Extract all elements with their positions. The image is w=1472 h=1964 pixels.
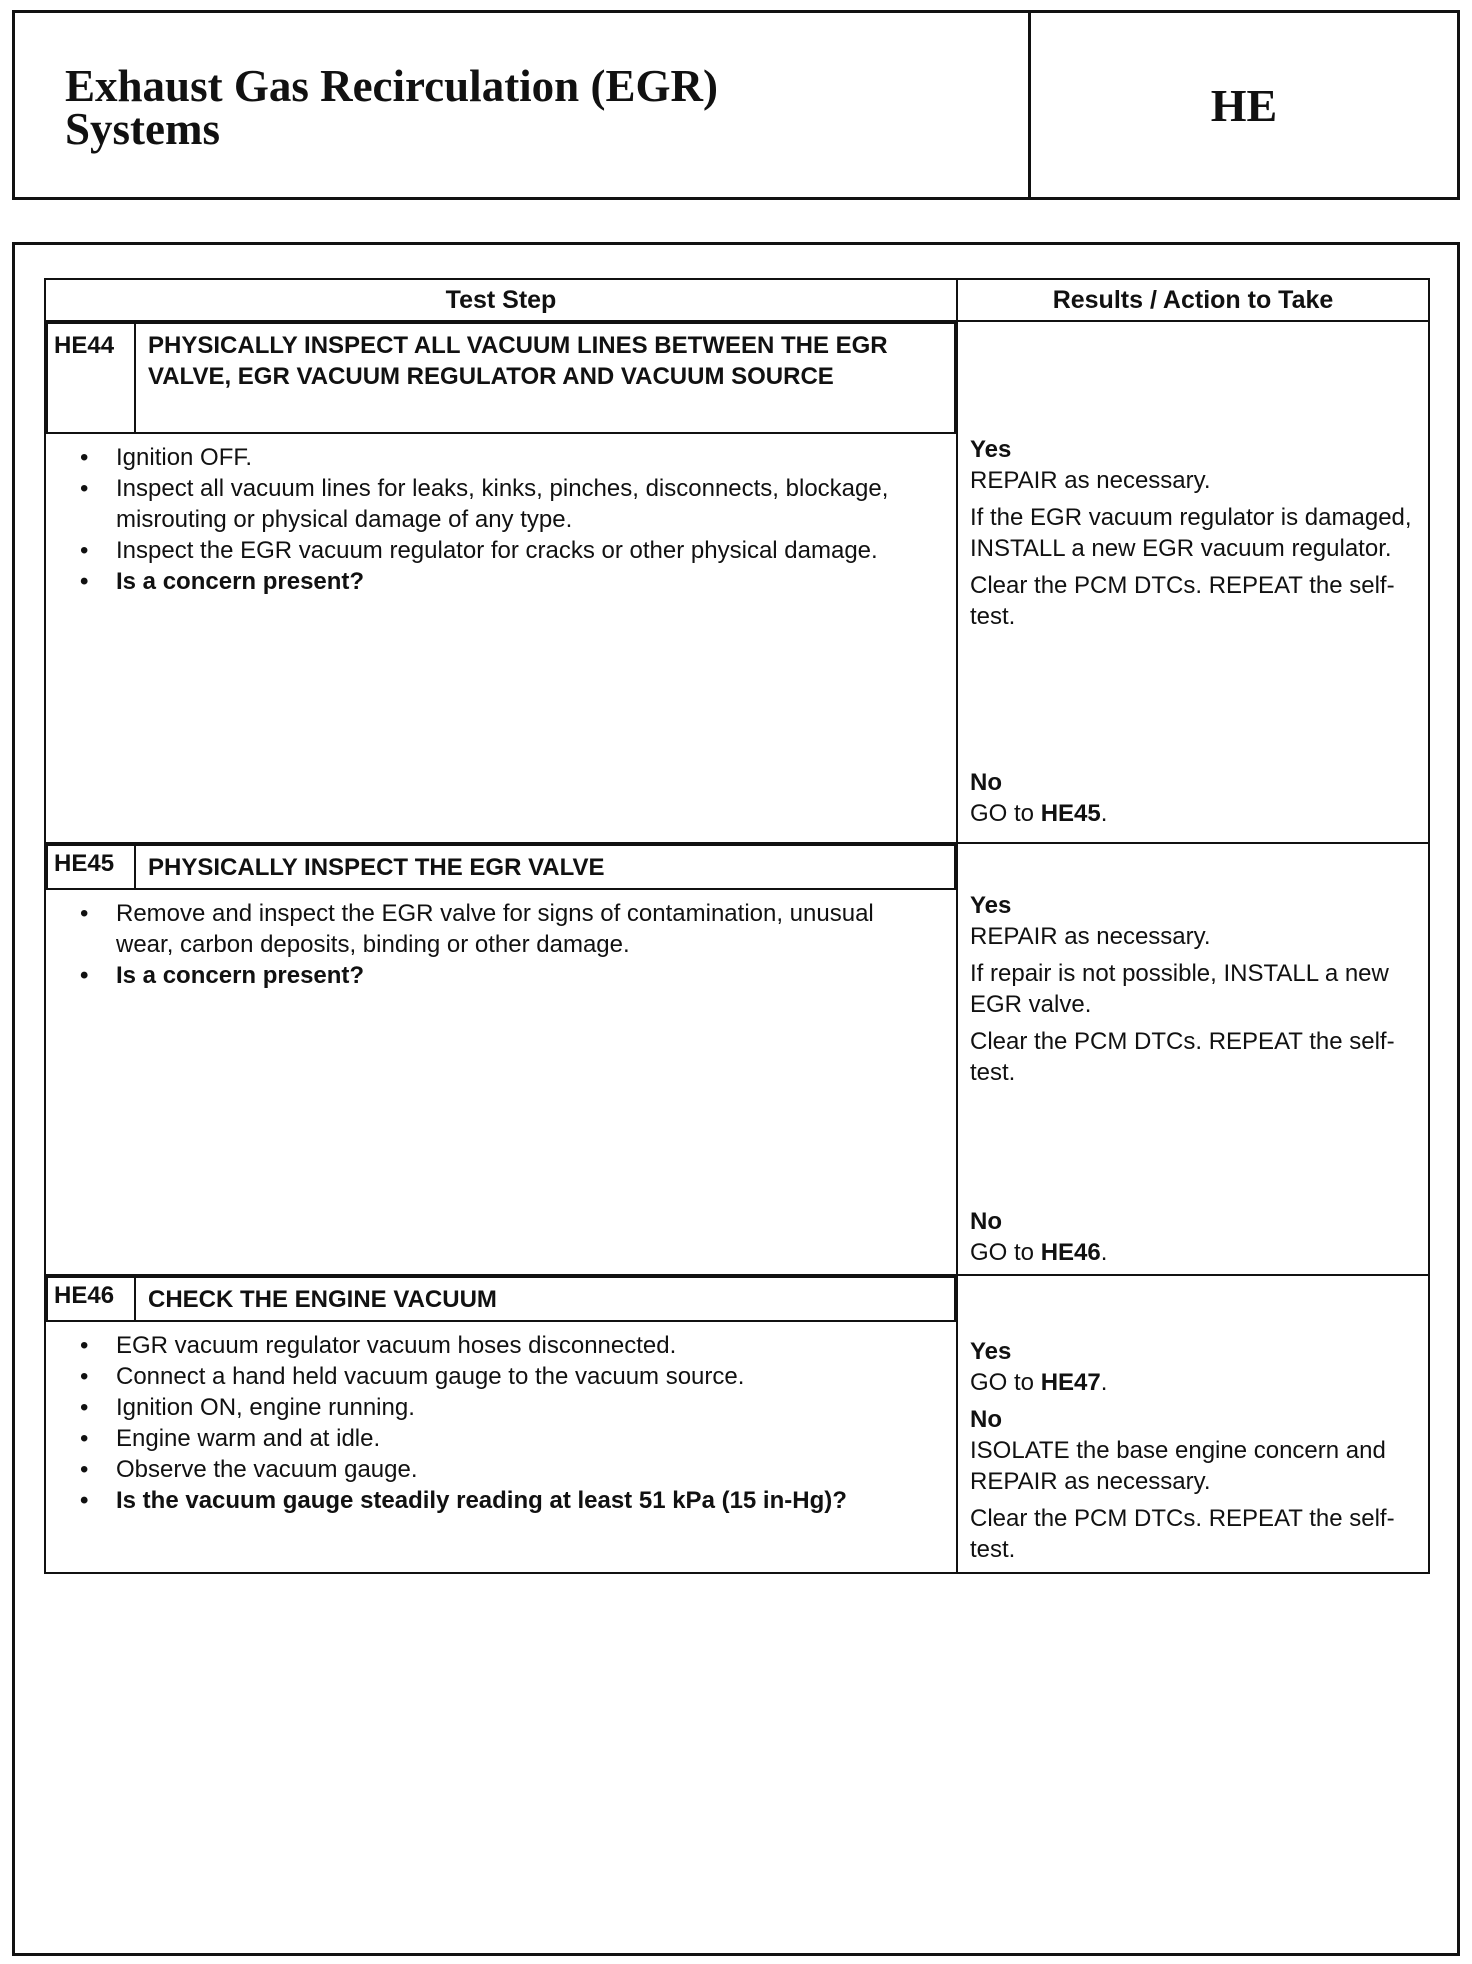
bullet-item: • Remove and inspect the EGR valve for signs of contamination, unusual wear, carbon deposits, binding or other damage. — [116, 898, 936, 960]
bullet-item: • Engine warm and at idle. — [116, 1423, 936, 1454]
step-cell — [45, 321, 957, 843]
bullet-item: • Inspect the EGR vacuum regulator for cracks or other physical damage. — [116, 535, 936, 566]
step-row-he45 — [45, 843, 1429, 1275]
step-row-he44 — [45, 321, 1429, 843]
yes-action: If the EGR vacuum regulator is damaged, INSTALL a new EGR vacuum regulator. — [970, 504, 1412, 562]
goto-link-he46[interactable]: HE46 — [1040, 1239, 1101, 1266]
page-title — [65, 61, 718, 154]
yes-action — [970, 1367, 1418, 1398]
step-bullets — [46, 434, 956, 597]
title-line-2: Systems — [65, 104, 220, 154]
col-test-step: Test Step — [45, 279, 957, 321]
step-cell — [45, 1275, 957, 1573]
yes-suffix: . — [1100, 1369, 1108, 1396]
no-label: No — [970, 1406, 1002, 1433]
bullet-item: • Ignition OFF. — [116, 442, 936, 473]
no-block — [970, 1206, 1107, 1268]
no-prefix: GO to — [970, 800, 1035, 827]
no-action: Clear the PCM DTCs. REPEAT the self-test. — [970, 1505, 1395, 1563]
yes-action: REPAIR as necessary. — [970, 467, 1211, 494]
title-box — [15, 13, 1031, 197]
step-code: HE44 — [47, 323, 135, 433]
step-question: • Is a concern present? — [116, 960, 936, 991]
result-cell — [957, 321, 1429, 843]
yes-prefix: GO to — [970, 1369, 1035, 1396]
no-suffix: . — [1100, 800, 1108, 827]
yes-label: Yes — [970, 436, 1012, 463]
no-label: No — [970, 1208, 1002, 1235]
no-prefix: GO to — [970, 1239, 1035, 1266]
step-code: HE45 — [47, 845, 135, 889]
no-suffix: . — [1100, 1239, 1108, 1266]
result-block — [958, 844, 1428, 1272]
step-title: PHYSICALLY INSPECT ALL VACUUM LINES BETWEEN THE EGR VALVE, EGR VACUUM REGULATOR AND VACUUM SOURCE — [135, 323, 955, 433]
step-question: • Is a concern present? — [116, 566, 936, 597]
step-title: PHYSICALLY INSPECT THE EGR VALVE — [135, 845, 955, 889]
bullet-item: • Connect a hand held vacuum gauge to the vacuum source. — [116, 1361, 936, 1392]
yes-action: REPAIR as necessary. — [970, 923, 1211, 950]
goto-link-he47[interactable]: HE47 — [1040, 1369, 1101, 1396]
step-code: HE46 — [47, 1277, 135, 1321]
no-label: No — [970, 769, 1002, 796]
goto-link-he45[interactable]: HE45 — [1040, 800, 1101, 827]
result-cell — [957, 843, 1429, 1275]
step-cell — [45, 843, 957, 1275]
step-bullets — [46, 890, 956, 991]
col-results: Results / Action to Take — [957, 279, 1429, 321]
yes-label: Yes — [970, 1338, 1012, 1365]
step-question: • Is the vacuum gauge steadily reading at least 51 kPa (15 in-Hg)? — [116, 1485, 936, 1516]
step-row-he46 — [45, 1275, 1429, 1573]
title-line-1: Exhaust Gas Recirculation (EGR) — [65, 61, 718, 111]
test-step-table — [44, 278, 1430, 1574]
step-title: CHECK THE ENGINE VACUUM — [135, 1277, 955, 1321]
result-block — [958, 1276, 1428, 1565]
no-block — [970, 767, 1107, 829]
yes-label: Yes — [970, 892, 1012, 919]
yes-action: Clear the PCM DTCs. REPEAT the self-test. — [970, 1028, 1395, 1086]
bullet-item: • Observe the vacuum gauge. — [116, 1454, 936, 1485]
step-header — [46, 322, 956, 434]
table-header-row — [45, 279, 1429, 321]
step-bullets — [46, 1322, 956, 1516]
result-cell — [957, 1275, 1429, 1573]
bullet-item: • Inspect all vacuum lines for leaks, kinks, pinches, disconnects, blockage, misrouting or physical damage of any type. — [116, 473, 936, 535]
step-header — [46, 1276, 956, 1322]
page-header — [12, 10, 1460, 200]
yes-action: Clear the PCM DTCs. REPEAT the self-test. — [970, 572, 1395, 630]
result-block — [958, 322, 1428, 834]
no-action: ISOLATE the base engine concern and REPAIR as necessary. — [970, 1437, 1386, 1495]
step-header — [46, 844, 956, 890]
yes-action: If repair is not possible, INSTALL a new EGR valve. — [970, 960, 1389, 1018]
bullet-item: • EGR vacuum regulator vacuum hoses disconnected. — [116, 1330, 936, 1361]
section-code: HE — [1210, 79, 1278, 131]
bullet-item: • Ignition ON, engine running. — [116, 1392, 936, 1423]
